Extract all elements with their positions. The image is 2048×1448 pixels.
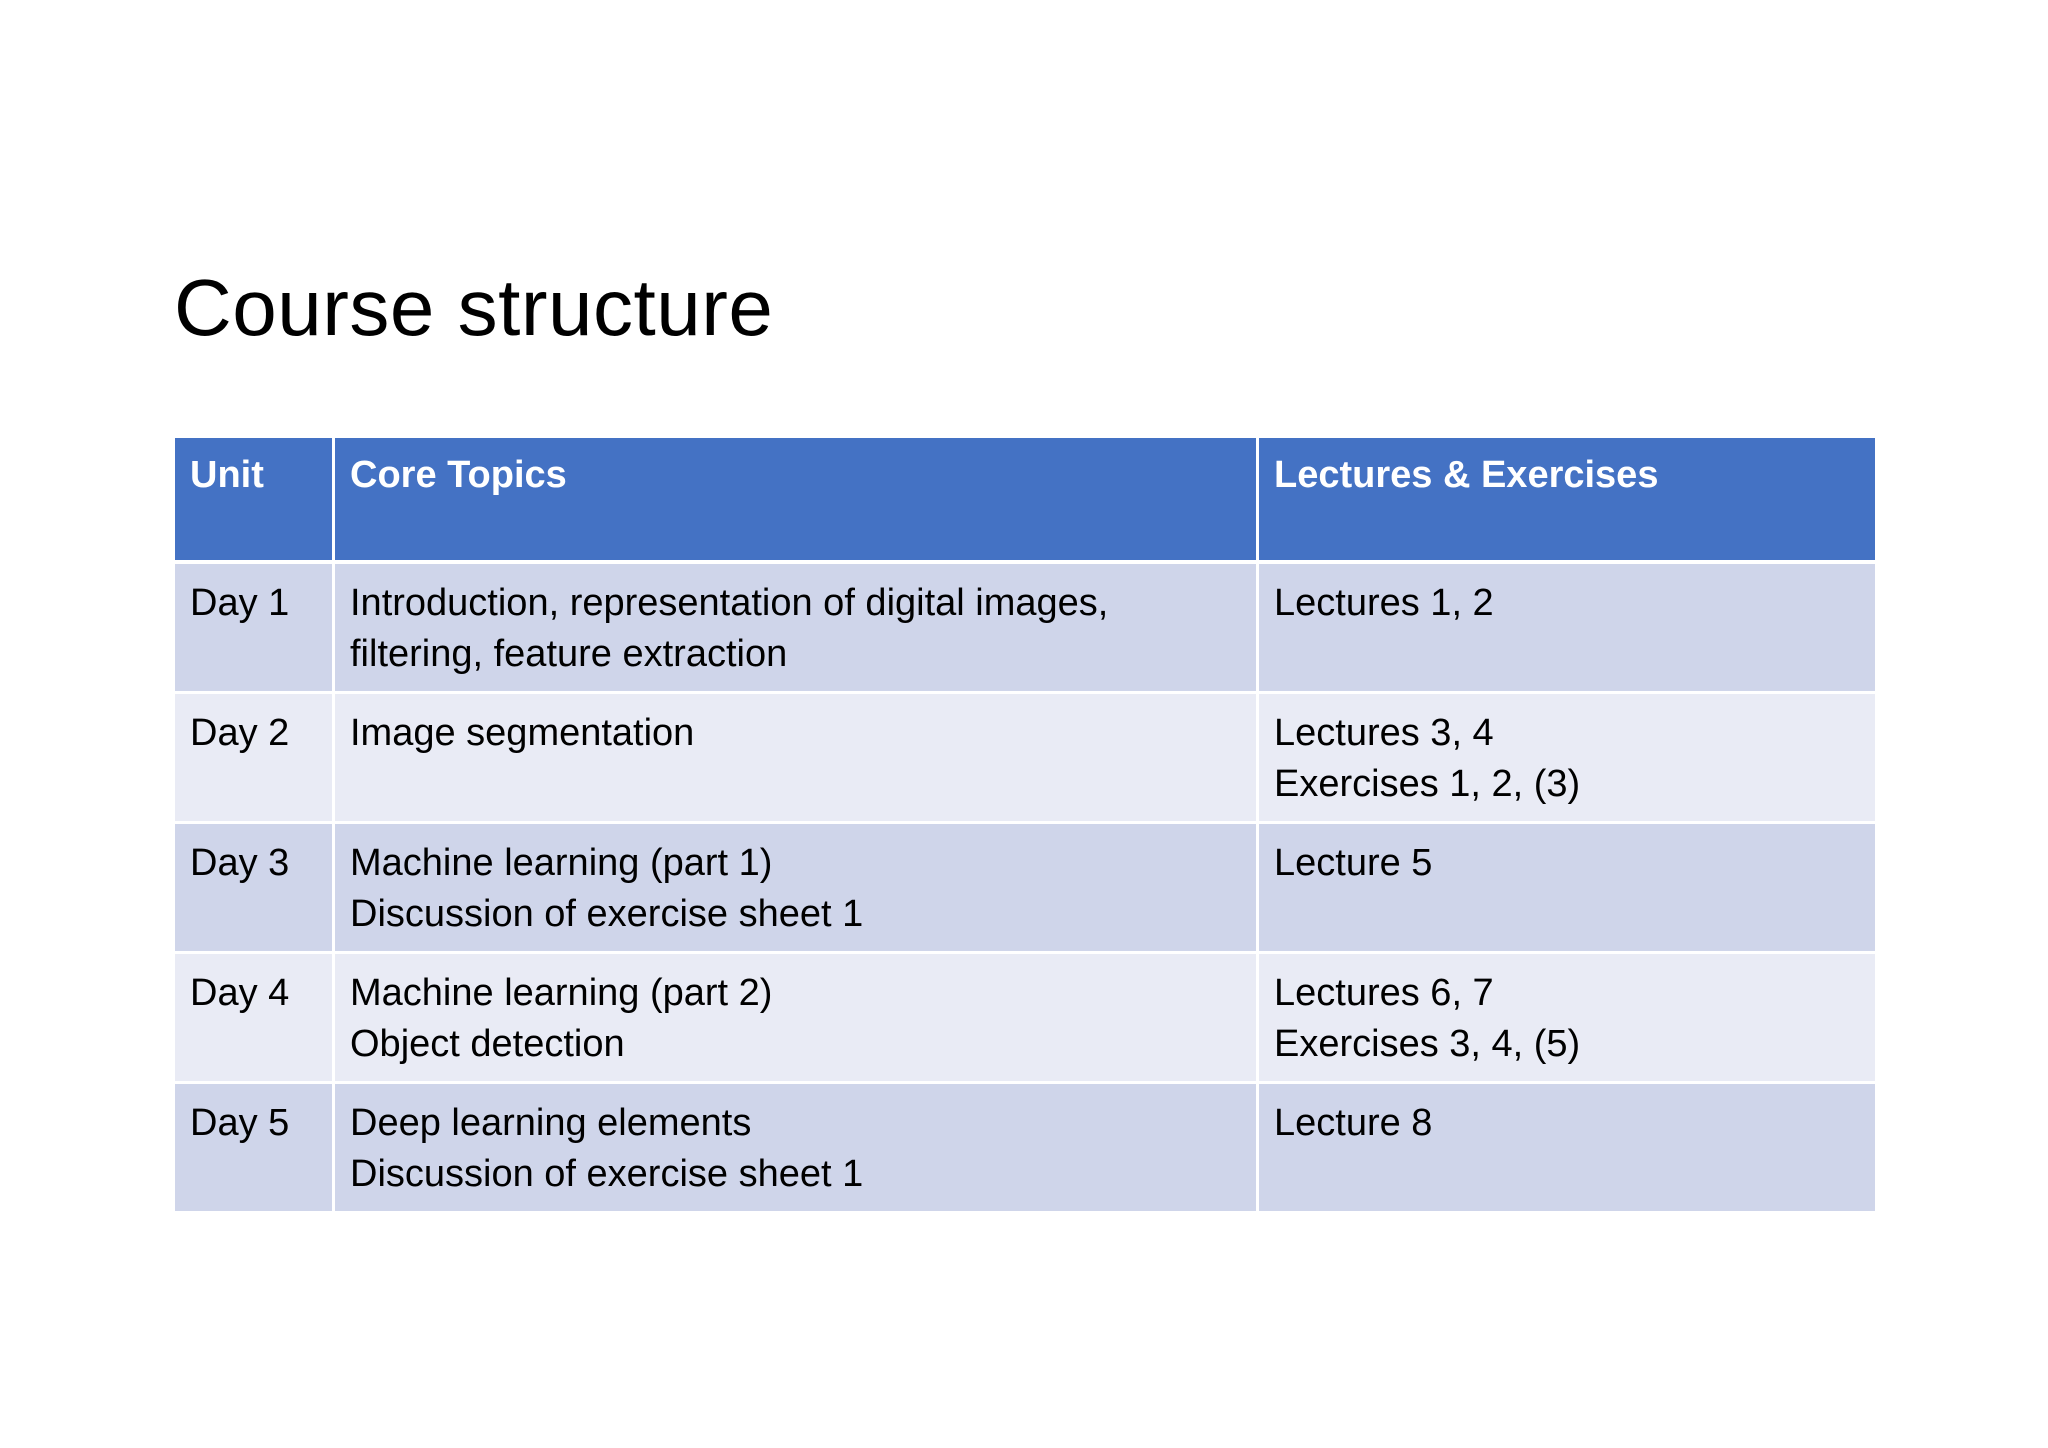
table-header-row	[175, 438, 1875, 564]
topic-line: Introduction, representation of digital images,	[350, 582, 1109, 624]
lectures-cell	[1259, 694, 1875, 824]
unit-text: Day 2	[190, 712, 290, 754]
lectures-cell	[1259, 564, 1875, 694]
lecture-line: Lecture 8	[1274, 1102, 1433, 1144]
lectures-cell	[1259, 1084, 1875, 1214]
unit-cell	[175, 564, 335, 694]
lectures-cell	[1259, 954, 1875, 1084]
lecture-line: Lectures 3, 4	[1274, 712, 1494, 754]
table-row	[175, 824, 1875, 954]
table-row	[175, 954, 1875, 1084]
unit-text: Day 4	[190, 972, 290, 1014]
header-lectures-exercises: Lectures & Exercises	[1259, 438, 1875, 564]
topic-line: Discussion of exercise sheet 1	[350, 893, 864, 935]
table-row	[175, 564, 1875, 694]
unit-text: Day 3	[190, 842, 290, 884]
unit-text: Day 5	[190, 1102, 290, 1144]
table-row	[175, 694, 1875, 824]
lecture-line: Lectures 6, 7	[1274, 972, 1494, 1014]
topics-cell	[335, 1084, 1259, 1214]
lecture-line: Lectures 1, 2	[1274, 582, 1494, 624]
topics-cell	[335, 954, 1259, 1084]
topic-line: Object detection	[350, 1023, 625, 1065]
header-core-topics: Core Topics	[335, 438, 1259, 564]
unit-cell	[175, 1084, 335, 1214]
course-structure-table	[175, 438, 1875, 1214]
topics-cell	[335, 564, 1259, 694]
lecture-line: Exercises 1, 2, (3)	[1274, 763, 1581, 805]
lectures-cell	[1259, 824, 1875, 954]
topic-line: Machine learning (part 1)	[350, 842, 773, 884]
topic-line: filtering, feature extraction	[350, 633, 788, 675]
topic-line: Discussion of exercise sheet 1	[350, 1153, 864, 1195]
header-unit: Unit	[175, 438, 335, 564]
slide-title: Course structure	[174, 263, 774, 352]
topic-line: Deep learning elements	[350, 1102, 752, 1144]
topic-line: Machine learning (part 2)	[350, 972, 773, 1014]
unit-cell	[175, 954, 335, 1084]
topic-line: Image segmentation	[350, 712, 695, 754]
unit-text: Day 1	[190, 582, 290, 624]
lecture-line: Exercises 3, 4, (5)	[1274, 1023, 1581, 1065]
table-row	[175, 1084, 1875, 1214]
unit-cell	[175, 824, 335, 954]
topics-cell	[335, 824, 1259, 954]
topics-cell	[335, 694, 1259, 824]
unit-cell	[175, 694, 335, 824]
lecture-line: Lecture 5	[1274, 842, 1433, 884]
